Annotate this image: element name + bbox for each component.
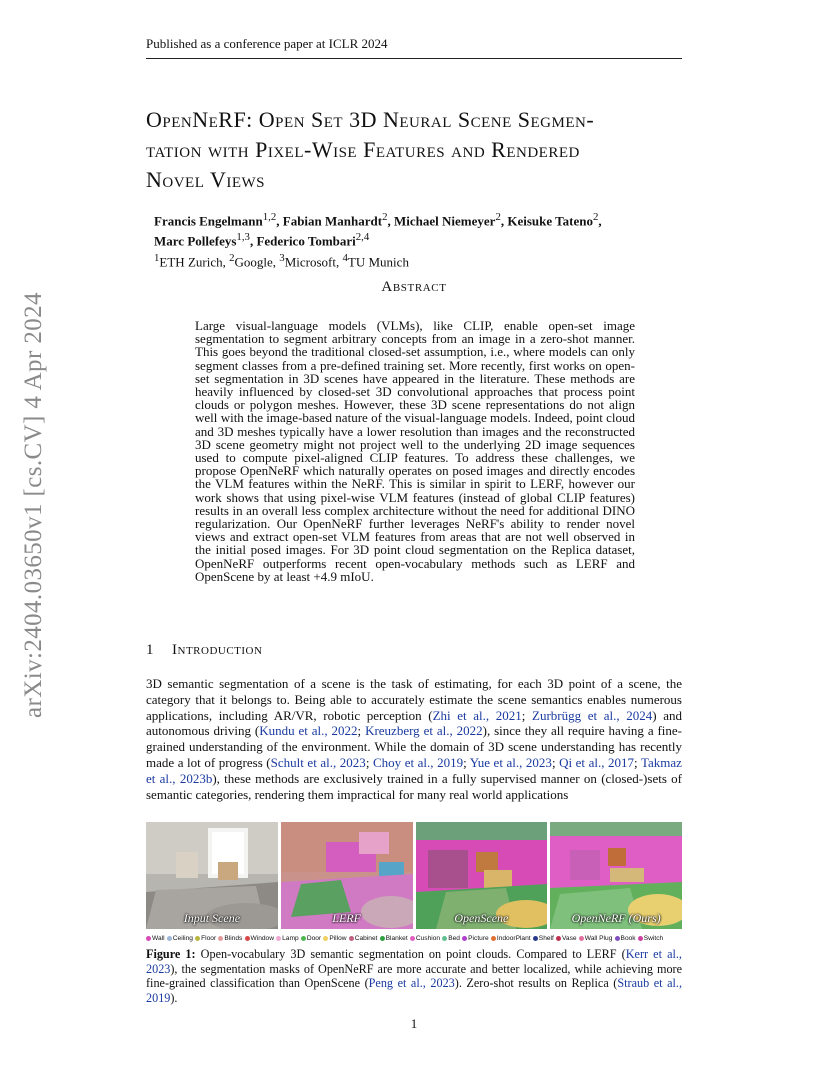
text-run: ; (551, 754, 560, 770)
affiliation: Microsoft (284, 253, 336, 269)
figure-panel-lerf (281, 822, 413, 929)
citation-link[interactable]: Zurbrügg et al., 2024 (532, 707, 653, 723)
author-affil: 1,3 (236, 231, 250, 244)
affiliation-line: $^1$ETH Zurich, $^2$Google, $^3$Microsoft, $^4$TU Munich (154, 251, 409, 269)
text-run: ; (463, 754, 470, 770)
legend-swatch (380, 936, 385, 941)
citation-link[interactable]: Peng et al., 2023 (368, 976, 455, 990)
legend-item (533, 935, 554, 942)
legend-swatch (245, 936, 250, 941)
legend-swatch (491, 936, 496, 941)
legend-swatch (556, 936, 561, 941)
author-block (154, 209, 684, 270)
text-run: ; (521, 707, 533, 723)
text-run: ; (365, 754, 373, 770)
citation-link[interactable]: Yue et al., 2023 (469, 754, 552, 770)
text-run: ), these methods are exclusively trained in a fully supervised manner on (closed-)sets of semantic categories, rendering them impractical for many real world applications (146, 770, 682, 802)
legend-label: Shelf (538, 935, 554, 942)
text-run: 3D semantic segmentation of a scene is the task of estimating, for each 3D point of a scene, the category that it belongs to. Being able to accurately estimate the scene semantics enables numerous applications, including AR/VR, robotic perception ( (146, 676, 682, 723)
text-run: ). Zero-shot results on Replica ( (454, 976, 618, 990)
legend-label: Pillow (329, 935, 347, 942)
legend-item (380, 935, 408, 942)
legend-item (442, 935, 460, 942)
figure-panel-input-scene (146, 822, 278, 929)
title-line: Novel Views (146, 167, 266, 192)
section-title: Introduction (172, 642, 263, 658)
author-name: Fabian Manhardt (282, 213, 383, 229)
affil-number: 2 (229, 251, 235, 264)
legend-swatch (410, 936, 415, 941)
citation-link[interactable]: Schult et al., 2023 (270, 754, 366, 770)
legend-item (410, 935, 440, 942)
legend-item (491, 935, 531, 942)
figure-panel-opennerf (550, 822, 682, 929)
legend-swatch (442, 936, 447, 941)
panel-label: LERF (332, 911, 361, 925)
introduction-paragraph (146, 676, 682, 802)
legend-label: Switch (643, 935, 664, 942)
citation-link[interactable]: Kreuzberg et al., 2022 (365, 723, 483, 739)
legend-label: Lamp (282, 935, 299, 942)
legend-swatch (533, 936, 538, 941)
legend-label: Vase (562, 935, 577, 942)
legend-label: Blinds (224, 935, 243, 942)
panel-label: OpenScene (454, 911, 509, 925)
legend-item (462, 935, 489, 942)
text-run: ). (170, 990, 178, 1005)
arxiv-identifier: arXiv:2404.03650v1 [cs.CV] 4 Apr 2024 (20, 292, 47, 718)
text-run: ) and autonomous driving ( (146, 707, 682, 739)
legend-swatch (323, 936, 328, 941)
page-number: 1 (410, 1016, 418, 1031)
figure-caption (146, 947, 682, 1005)
citation-link[interactable]: Qi et al., 2017 (559, 754, 635, 770)
citation-link[interactable]: Kundu et al., 2022 (259, 723, 358, 739)
legend-item (556, 935, 577, 942)
legend-label: Book (620, 935, 636, 942)
title-line: OpenNeRF: Open Set 3D Neural Scene Segmen- (146, 107, 595, 132)
text-run: Open-vocabulary 3D semantic segmentation on point clouds. Compared to LERF ( (195, 947, 626, 961)
abstract-heading: Abstract (381, 279, 447, 295)
figure-panel-openscene (416, 822, 548, 929)
affil-number: 3 (279, 251, 285, 264)
citation-link[interactable]: Straub et al., 2019 (146, 976, 682, 1005)
author-affil: 2 (592, 211, 599, 223)
author-affil: 2 (382, 211, 388, 223)
legend-swatch (301, 936, 306, 941)
affiliation: TU Munich (347, 253, 409, 269)
legend-item (167, 935, 193, 942)
legend-swatch (276, 936, 281, 941)
running-header: Published as a conference paper at ICLR 2024 (146, 36, 682, 59)
legend-swatch (462, 936, 467, 941)
citation-link[interactable]: Zhi et al., 2021 (432, 707, 522, 723)
legend-item (276, 935, 299, 942)
legend-item (638, 935, 663, 942)
citation-link[interactable]: Choy et al., 2019 (372, 754, 464, 770)
affiliation: Google (234, 253, 273, 269)
legend-label: Ceiling (172, 935, 193, 942)
affiliation: ETH Zurich (159, 253, 223, 269)
author-name: Federico Tombari (256, 233, 356, 249)
text-run: ; (357, 723, 366, 739)
affil-number: 1 (154, 251, 160, 264)
section-number: 1 (146, 642, 154, 658)
legend-label: Floor (201, 935, 217, 942)
affil-number: 4 (342, 251, 348, 264)
legend-swatch (638, 936, 643, 941)
legend-label: IndoorPlant (496, 935, 531, 942)
author-line: Marc Pollefeys$^{1,3}$, Federico Tombari$^{2,4}$ (154, 231, 370, 249)
legend-label: Cabinet (354, 935, 378, 942)
section-heading (146, 642, 682, 659)
author-name: Michael Niemeyer (394, 213, 496, 229)
legend-label: Blanket (385, 935, 408, 942)
legend-swatch (349, 936, 354, 941)
author-name: Keisuke Tateno (507, 213, 593, 229)
panel-label: Input Scene (183, 911, 241, 925)
paper-title (146, 105, 691, 195)
legend-item (195, 935, 216, 942)
legend-swatch (615, 936, 620, 941)
legend-item (579, 935, 613, 942)
abstract-body: Large visual-language models (VLMs), like CLIP, enable open-set image segmentation to segment arbitrary concepts from an image in a zero-shot manner. This goes beyond the traditional closed-set assumption, i.e., where models can only segment classes from a pre-defined training set. More recently, first works on open-set segmentation in 3D scenes have appeared in the literature. These methods are heavily influenced by closed-set 3D convolutional approaches that process point clouds or polygon meshes. However, these 3D scene representations do not align well with the image-based nature of the visual-language models. Indeed, point cloud and 3D meshes typically have a lower resolution than images and the reconstructed 3D scene geometry might not project well to the underlying 2D image sequences used to compute pixel-aligned CLIP features. To address these challenges, we propose OpenNeRF which naturally operates on posed images and directly encodes the VLM features within the NeRF. This is similar in spirit to LERF, however our work shows that using pixel-wise VLM features (instead of global CLIP features) results in an overall less complex architecture without the need for additional DINO regularization. Our OpenNeRF further leverages NeRF's ability to render novel views and extract open-set VLM features from areas that are not well observed in the initial posed images. For 3D point cloud segmentation on the Replica dataset, OpenNeRF outperforms recent open-vocabulary methods such as LERF and OpenScene by at least +4.9 mIoU. (195, 318, 635, 584)
legend-label: Window (250, 935, 274, 942)
legend-swatch (579, 936, 584, 941)
author-affil: 2,4 (355, 231, 370, 244)
legend-label: Wall Plug (584, 935, 613, 942)
legend-item (349, 935, 378, 942)
arxiv-sidebar (4, 290, 64, 720)
legend-item (301, 935, 321, 942)
legend-label: Cushion (415, 935, 441, 942)
legend-label: Wall (152, 935, 165, 942)
author-affil: 2 (495, 211, 501, 223)
legend-swatch (146, 936, 151, 941)
author-affil: 1,2 (262, 211, 277, 223)
panel-label: OpenNeRF (Ours) (571, 911, 661, 925)
author-line: Francis Engelmann$^{1,2}$, Fabian Manhardt$^2$, Michael Niemeyer$^2$, Keisuke Tateno$^2$, (154, 211, 602, 229)
title-line: tation with Pixel-Wise Features and Rendered (146, 137, 580, 162)
legend-item (323, 935, 346, 942)
legend-swatch (218, 936, 223, 941)
legend-item (615, 935, 636, 942)
legend-label: Bed (448, 935, 460, 942)
legend-item (146, 935, 165, 942)
figure-legend (146, 935, 691, 942)
legend-swatch (195, 936, 200, 941)
legend-label: Picture (468, 935, 489, 942)
figure-1 (146, 822, 682, 929)
citation-link[interactable]: Kerr et al., 2023 (146, 947, 682, 976)
text-run: ; (634, 754, 641, 770)
text-run: ), since they all require having a fine-grained understanding of the environment. While the domain of 3D scene understanding has recently made a lot of progress ( (146, 723, 683, 770)
author-name: Francis Engelmann (154, 213, 263, 229)
text-run: ), the segmentation masks of OpenNeRF are more accurate and better localized, while achieving more fine-grained classification than OpenScene ( (146, 961, 682, 990)
legend-item (245, 935, 274, 942)
legend-swatch (167, 936, 172, 941)
citation-link[interactable]: Takmaz et al., 2023b (146, 754, 682, 786)
legend-label: Door (306, 935, 322, 942)
legend-item (218, 935, 242, 942)
author-name: Marc Pollefeys (154, 233, 237, 249)
caption-label: Figure 1: (146, 947, 196, 961)
